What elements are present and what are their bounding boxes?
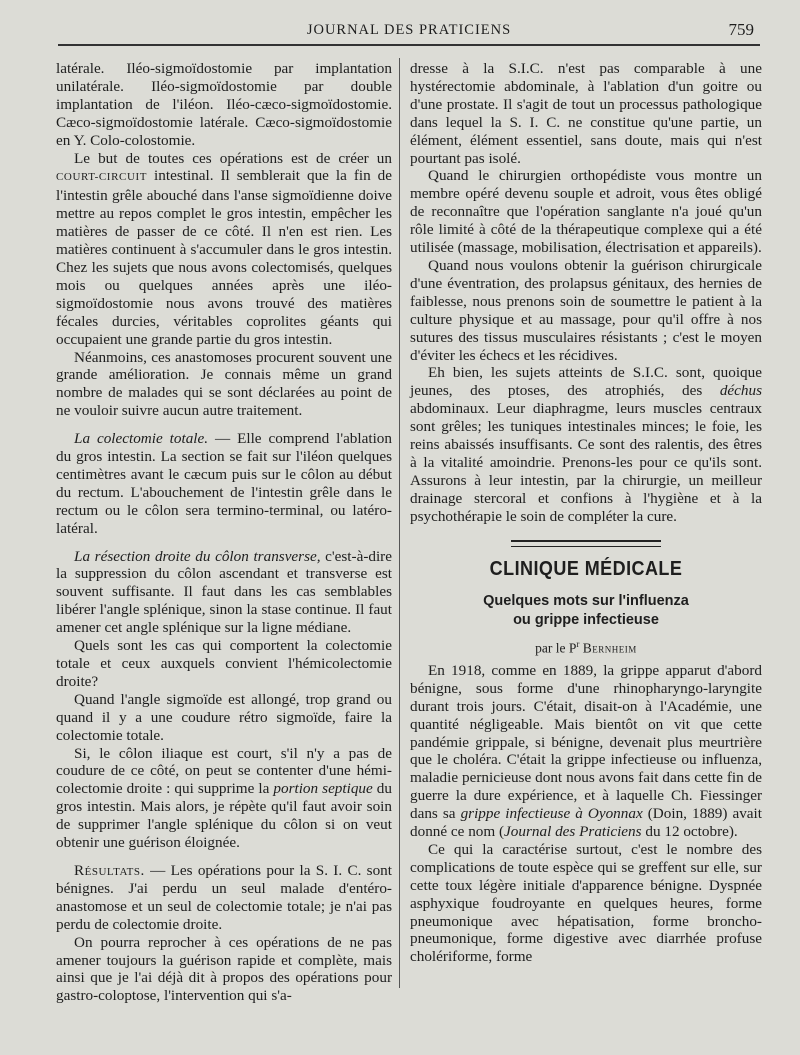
paragraph: Quels sont les cas qui comportent la colectomie totale et ceux auxquels convient l'hémicolectomie droite? [56, 637, 392, 690]
byline: par le $P^r$ Bernheim [535, 639, 637, 656]
left-column [56, 60, 392, 1005]
page-number: 759 [728, 20, 754, 39]
section-title: CLINIQUE MÉDICALE [489, 557, 683, 580]
column-divider [399, 58, 400, 988]
running-head [58, 22, 760, 46]
paragraph: latérale. Iléo-sigmoïdostomie par implantation unilatérale. Iléo-sigmoïdostomie par double implantation de l'iléon. Iléo-cæco-sigmoïdostomie. Cæco-sigmoïdostomie latérale. Cæco-sigmoïdostomie en Y. Colo-colostomie. [56, 60, 392, 149]
paragraph: Ce qui la caractérise surtout, c'est le nombre des complications de toute espèce qui se greffent sur elle, sur cette toux légère initiale d'apparence bénigne. Dyspnée asphyxique foudroyante en quelques heures, forme pneumonique avec hépatisation, forme broncho-pneumonique, forme digestive avec diarrhée profuse cholériforme, forme [410, 840, 762, 966]
paragraph: Le but de toutes ces opérations est de créer un COURT-CIRCUIT intestinal. Il semblerait que la fin de l'intestin grêle abouché dans l'anse sigmoïdienne doive mettre au repos complet le gros intestin, empêcher les matières de passer de ce côté. Il n'en est rien. Les matières continuent à s'accumuler dans le gros intestin. Chez les sujets que nous avons colectomisés, quelques mois ou quelques années après une iléo-sigmoïdostomie nous avons trouvé des matières fécales durcies, véritables coprolites géants qui occupaient une grande partie du gros intestin. [56, 149, 392, 348]
right-column [410, 60, 762, 966]
section-divider [511, 540, 661, 547]
paragraph: La résection droite du côlon transverse, c'est-à-dire la suppression du côlon ascendant et transverse est souvent suffisante. Il faut dans les cas semblables libérer l'angle splénique, sinon la stase continue. Il faut amener cet angle splénique sur la ligne médiane. [56, 547, 392, 637]
paragraph: Quand le chirurgien orthopédiste vous montre un membre opéré devenu souple et adroit, vous êtes obligé de reconnaître que l'opération sanglante n'a joué qu'un rôle limité à côté de la thérapeutique complexe qui a été utilisée (massage, mobilisation, électrisation et appareils). [410, 167, 762, 257]
paragraph: Si, le côlon iliaque est court, s'il n'y a pas de coudure de ce côté, on peut se contenter d'une hémi-colectomie droite : qui supprime la portion septique du gros intestin. Mais alors, je répète qu'il faut avoir soin de supprimer l'angle splénique du côlon si on veut obtenir une guérison éloignée. [56, 744, 392, 852]
paragraph: Néanmoins, ces anastomoses procurent souvent une grande amélioration. Je connais même un grand nombre de malades qui se sont déclarées au point de ne vouloir suivre aucun autre traitement. [56, 348, 392, 420]
paragraph: La colectomie totale. — Elle comprend l'ablation du gros intestin. La section se fait sur l'iléon quelques centimètres avant le cæcum puis sur le côlon au début du rectum. L'abouchement de l'intestin grêle dans le rectum ou le côlon sera termino-terminal, ou latéro-latéral. [56, 430, 392, 537]
paragraph: Quand l'angle sigmoïde est allongé, trop grand ou quand il y a une coudure rétro sigmoïde, faire la colectomie totale. [56, 690, 392, 744]
paragraph: dresse à la S.I.C. n'est pas comparable à une hystérectomie abdominale, à l'ablation d'un goitre ou d'une prostate. Il s'agit de tout un processus pathologique dans lequel la S. I. C. ne constitue qu'une partie, un élément, élément essentiel, sans doute, mais qui n'est pourtant pas isolé. [410, 60, 762, 167]
paragraph: Eh bien, les sujets atteints de S.I.C. sont, quoique jeunes, des ptoses, des atrophiés, des déchus abdominaux. Leur diaphragme, leurs muscles centraux sont grêles; les tuniques intestinales minces; le foie, les reins abaissés insuffisants. Ce sont des ralentis, des êtres à la vitalité amoindrie. Prenons-les pour ce qu'ils sont. Assurons à leur intestin, par la chirurgie, un meilleur drainage stercoral et confions à l'hygiène et à la psychothérapie le soin de compléter la cure. [410, 364, 762, 525]
article-title: Quelques mots sur l'influenza ou grippe infectieuse [483, 593, 689, 629]
paragraph: En 1918, comme en 1889, la grippe apparut d'abord bénigne, sous forme d'une rhinopharyngo-laryngite durant trois jours. C'était, disait-on à l'Académie, une quantité négligeable. Mais bientôt on vit que cette pandémie grippale, si bénigne, devenait plus meurtrière que le choléra. C'était la grippe infectieuse ou influenza, maladie pernicieuse dont nous avons fait dans cette fin de guerre la dure expérience, et à laquelle Ch. Fiessinger dans sa grippe infectieuse à Oyonnax (Doin, 1889) avait donné ce nom (Journal des Praticiens du 12 octobre). [410, 661, 762, 841]
paragraph: On pourra reprocher à ces opérations de ne pas amener toujours la guérison rapide et complète, mais ainsi que je l'ai déjà dit à propos des opérations pour gastro-coloptose, l'intervention qui s'a- [56, 933, 392, 1005]
journal-title: JOURNAL DES PRATICIENS [306, 22, 512, 38]
paragraph: Résultats. — Les opérations pour la S. I. C. sont bénignes. J'ai perdu un seul malade d'entéro-anastomose et un seul de colectomie totale; je n'ai pas perdu de colectomie droite. [56, 861, 392, 933]
paragraph: Quand nous voulons obtenir la guérison chirurgicale d'une éventration, des prolapsus génitaux, des hernies de faiblesse, nous prenons soin de soumettre le patient à la culture physique et au massage, pour qu'il offre à nos sutures des tissus musculaires résistants ; c'est le moyen d'éviter les échecs et les récidives. [410, 256, 762, 364]
